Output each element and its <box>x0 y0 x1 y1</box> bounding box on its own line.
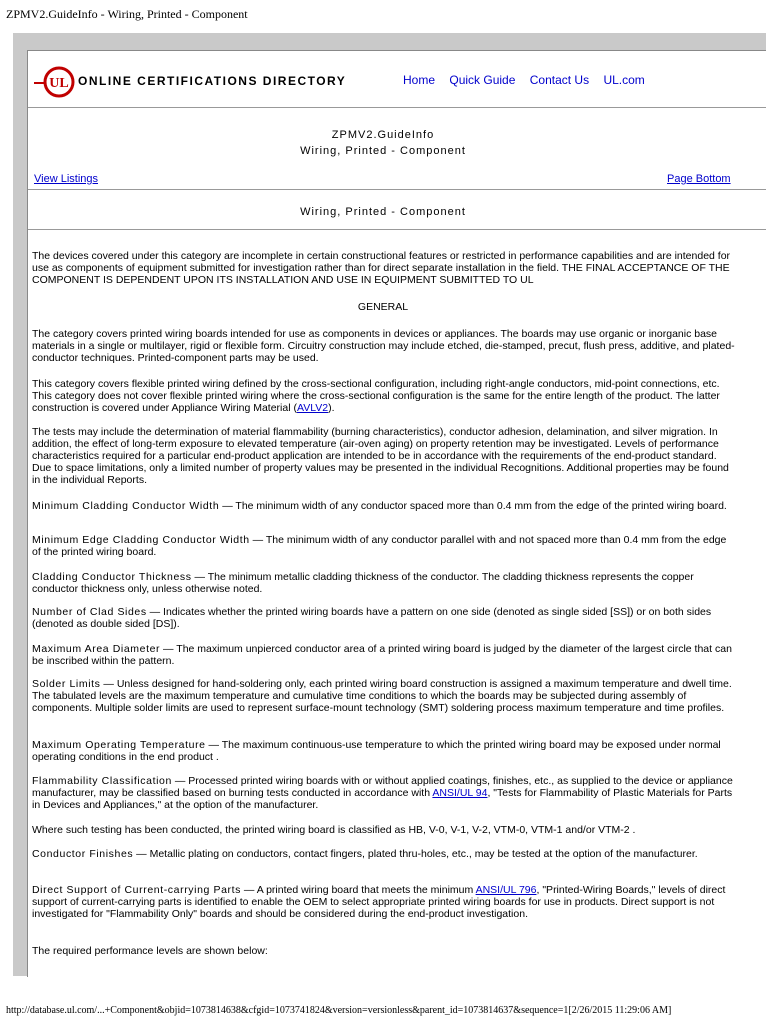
divider <box>28 189 766 190</box>
term: Maximum Area Diameter <box>32 643 161 655</box>
definition-text: — The maximum unpierced conductor area of a printed wiring board is judged by the diameter of the largest circle that can be inscribed within the pattern. <box>32 643 732 667</box>
guide-id: ZPMV2.GuideInfo <box>331 129 435 141</box>
intro-paragraph: The devices covered under this category are incomplete in certain constructional features or restricted in performance capabilities and are intended for use as components of equipment submitted for investigation rather than for direct separate installation in the field. THE FINAL ACCEPTANCE OF THE COMPONENT IS DEPENDENT UPON ITS INSTALLATION AND USE IN EQUIPMENT SUBMITTED TO UL <box>32 250 731 286</box>
nav-contact-us[interactable]: Contact Us <box>529 73 590 87</box>
term: Minimum Edge Cladding Conductor Width <box>32 534 250 546</box>
ul-logo-icon[interactable] <box>34 66 80 98</box>
ansi-ul-94-link[interactable]: ANSI/UL 94 <box>432 787 488 799</box>
term: Cladding Conductor Thickness <box>32 571 192 583</box>
term: Solder Limits <box>32 678 101 690</box>
paragraph-text: ). <box>328 402 335 414</box>
print-footer: http://database.ul.com/...+Component&objid=1073814638&cfgid=1073741824&version=versionless&parent_id=1073814637&sequence=1[2/26/2015 11:29:06 AM] <box>6 1005 672 1016</box>
guide-name: Wiring, Printed - Component <box>300 145 466 157</box>
term: Number of Clad Sides <box>32 606 147 618</box>
divider <box>28 229 766 230</box>
definition-text: — Metallic plating on conductors, contact fingers, plated thru-holes, etc., may be tested at the option of the manufacturer. <box>133 848 698 860</box>
ansi-ul-796-link[interactable]: ANSI/UL 796 <box>475 884 537 896</box>
definition-cladding-thickness <box>32 571 736 595</box>
view-listings-link[interactable]: View Listings <box>34 173 98 185</box>
paragraph-performance-levels: The required performance levels are shown below: <box>32 945 268 957</box>
nav-ul-com[interactable]: UL.com <box>603 73 645 87</box>
definition-text: — The maximum continuous-use temperature to which the printed wiring board may be exposed under normal operating conditions in the end product . <box>32 739 721 763</box>
definition-text: — Processed printed wiring boards with or without applied coatings, finishes, etc., as supplied to the device or appliance manufacturer, may be classified based on burning tests conducted in accordance with <box>32 775 733 799</box>
term: Conductor Finishes <box>32 848 134 860</box>
definition-max-area-diameter <box>32 643 736 667</box>
definition-direct-support <box>32 884 736 920</box>
definition-clad-sides <box>32 606 736 630</box>
definition-text: — The minimum width of any conductor spaced more than 0.4 mm from the edge of the printed wiring board. <box>219 500 727 512</box>
definition-text: — The minimum metallic cladding thickness of the conductor. The cladding thickness represents the copper conductor thickness only, unless otherwise noted. <box>32 571 694 595</box>
nav-home[interactable]: Home <box>403 73 436 87</box>
avlv2-link[interactable]: AVLV2 <box>296 402 329 414</box>
definition-text: — Indicates whether the printed wiring boards have a pattern on one side (denoted as single sided [SS]) or on both sides (denoted as double sided [DS]). <box>32 606 712 630</box>
paragraph-text: This category covers flexible printed wiring defined by the cross-sectional configuration, including right-angle conductors, mid-point connections, etc. This category does not cover flexible printed wiring where the cross-sectional configuration is the same for the entire length of the product. The latter construction is covered under Appliance Wiring Material ( <box>32 378 720 414</box>
definition-text: — Unless designed for hand-soldering only, each printed wiring board construction is assigned a maximum temperature and dwell time. The tabulated levels are the maximum temperature and cumulative time conditions to which the boards may be subjected during assembly of components. Multiple solder limits are used to represent surface-mount technology (SMT) soldering process maximum temperature and time profiles. <box>32 678 732 714</box>
general-heading: GENERAL <box>357 301 409 313</box>
nav-quick-guide[interactable]: Quick Guide <box>449 73 516 87</box>
logo-text: UL <box>49 76 69 91</box>
definition-text: — A printed wiring board that meets the minimum <box>240 884 476 896</box>
print-header: ZPMV2.GuideInfo - Wiring, Printed - Component <box>6 7 248 21</box>
term: Flammability Classification <box>32 775 172 787</box>
definition-conductor-finishes <box>32 848 736 860</box>
paragraph-classified: Where such testing has been conducted, the printed wiring board is classified as HB, V-0, V-1, V-2, VTM-0, VTM-1 and/or VTM-2 . <box>32 824 636 836</box>
paragraph-flexible <box>32 378 736 414</box>
page-bottom-link[interactable]: Page Bottom <box>667 173 731 185</box>
definition-solder-limits <box>32 678 736 714</box>
term: Minimum Cladding Conductor Width <box>32 500 220 512</box>
divider <box>28 107 766 108</box>
definition-flammability-classification <box>32 775 736 811</box>
term: Direct Support of Current-carrying Parts <box>32 884 241 896</box>
document-page <box>27 50 766 977</box>
paragraph-category: The category covers printed wiring boards intended for use as components in devices or appliances. The boards may use organic or inorganic base materials in a single or multilayer, rigid or flexible form. Circuitry construction may include etched, die-stamped, precut, flush press, additive, and plated-conductor techniques. Printed-component parts may be used. <box>32 328 735 364</box>
paragraph-tests: The tests may include the determination of material flammability (burning characteristics), conductor adhesion, delamination, and silver migration. In addition, the effect of long-term exposure to elevated temperature (air-oven aging) on property retention may be investigated. Levels of performance characteristics required for a particular end-product application are intended to be in accordance with the requirements of the end-product standard. Due to space limitations, only a limited number of property values may be presented in the individual Recognitions. Additional properties may be found in the individual Reports. <box>32 426 729 486</box>
directory-title: ONLINE CERTIFICATIONS DIRECTORY <box>78 74 347 88</box>
section-title: Wiring, Printed - Component <box>300 206 466 218</box>
definition-text: , "Tests for Flammability of Plastic Materials for Parts in Devices and Appliances," at the option of the manufacturer. <box>32 787 733 811</box>
term: Maximum Operating Temperature <box>32 739 206 751</box>
definition-min-cladding-width <box>32 500 736 512</box>
definition-max-operating-temperature <box>32 739 736 763</box>
definition-text: — The minimum width of any conductor parallel with and not spaced more than 0.4 mm from the edge of the printed wiring board. <box>32 534 727 558</box>
definition-text: , "Printed-Wiring Boards," levels of direct support of current-carrying parts is identified to enable the OEM to select appropriate printed wiring boards for use in products. Direct support is not investigated for "Flammability Only" boards and should be considered during the end-product investigation. <box>32 884 726 920</box>
top-nav <box>403 73 656 87</box>
definition-min-edge-cladding-width <box>32 534 736 558</box>
